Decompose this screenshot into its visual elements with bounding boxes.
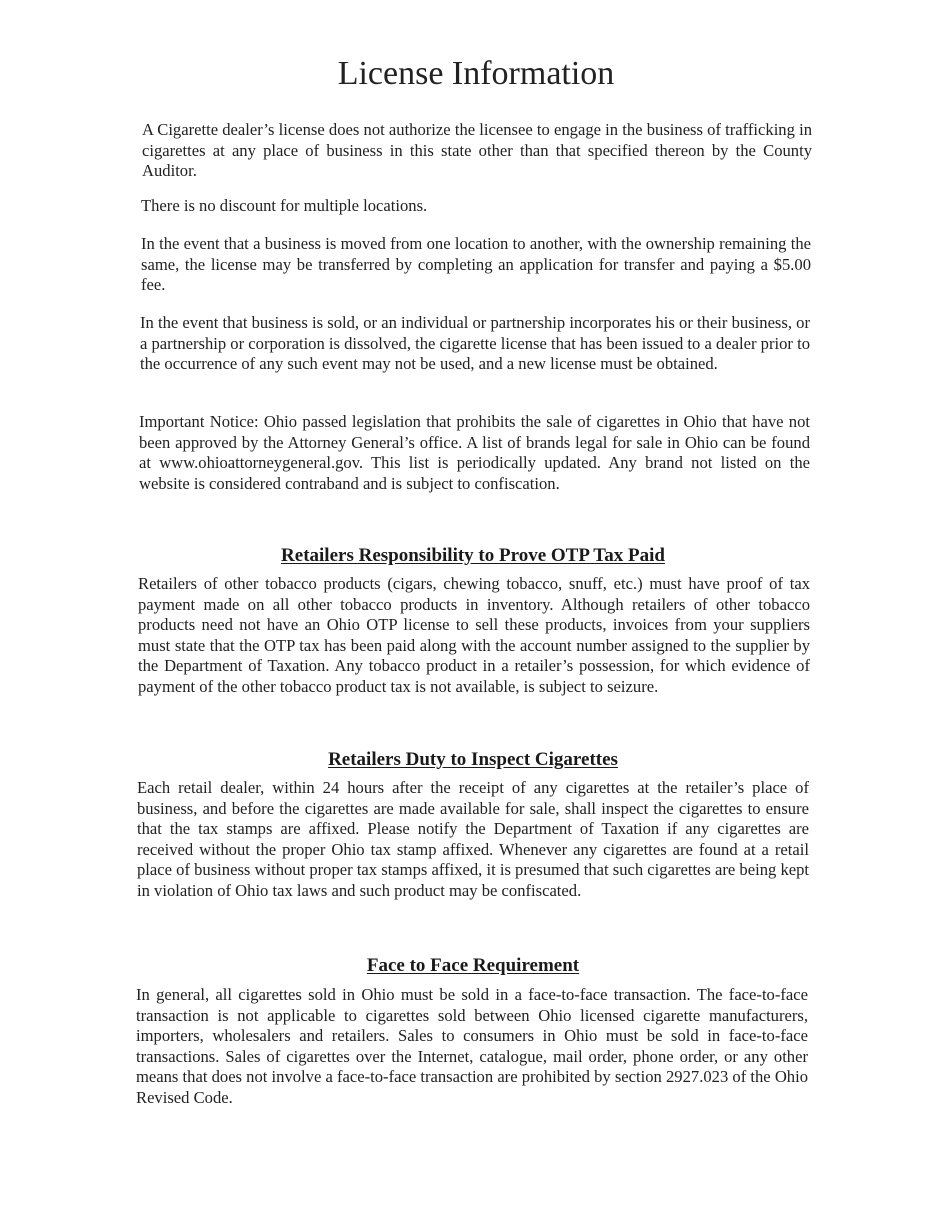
sold-business-paragraph: In the event that business is sold, or an individual or partnership incorporates his or their business, or a partnership or corporation is dissolved, the cigarette license that has been issued to a dealer prior to the occurrence of any such event may not be used, and a new license must be obtained. [140,313,810,374]
page-title: License Information [337,55,615,92]
otp-tax-paragraph: Retailers of other tobacco products (cigars, chewing tobacco, snuff, etc.) must have proof of tax payment made on all other tobacco products in inventory. Although retailers of other tobacco products need not have an Ohio OTP license to sell these products, invoices from your suppliers must state that the OTP tax has been paid along with the account number assigned to the supplier by the Department of Taxation. Any tobacco product in a retailer’s possession, for which evidence of payment of the other tobacco product tax is not available, is subject to seizure. [138,574,810,696]
inspect-cigarettes-paragraph: Each retail dealer, within 24 hours after the receipt of any cigarettes at the retailer’s place of business, and before the cigarettes are made available for sale, shall inspect the cigarettes to ensure that the tax stamps are affixed. Please notify the Department of Taxation if any cigarettes are received without the proper Ohio tax stamp affixed. Whenever any cigarettes are found at a retail place of business without proper tax stamps affixed, it is presumed that such cigarettes are being kept in violation of Ohio tax laws and such product may be confiscated. [137,778,810,900]
dealer-license-paragraph: A Cigarette dealer’s license does not authorize the licensee to engage in the business of trafficking in cigarettes at any place of business in this state other than that specified thereon by the County Auditor. [142,120,812,181]
face-to-face-heading: Face to Face Requirement [366,955,580,976]
inspect-cigarettes-heading: Retailers Duty to Inspect Cigarettes [328,749,618,770]
no-discount-paragraph: There is no discount for multiple locations. [141,196,428,215]
transfer-paragraph: In the event that a business is moved from one location to another, with the ownership remaining the same, the license may be transferred by completing an application for transfer and paying a $5.00 fee. [141,234,811,295]
face-to-face-paragraph: In general, all cigarettes sold in Ohio must be sold in a face-to-face transaction. The face-to-face transaction is not applicable to cigarettes sold between Ohio licensed cigarette manufacturers, importers, wholesalers and retailers. Sales to consumers in Ohio must be sold in face-to-face transactions. Sales of cigarettes over the Internet, catalogue, mail order, phone order, or any other means that does not involve a face-to-face transaction are prohibited by section 2927.023 of the Ohio Revised Code. [136,985,808,1107]
important-notice-paragraph: Important Notice: Ohio passed legislation that prohibits the sale of cigarettes in Ohio that have not been approved by the Attorney General’s office. A list of brands legal for sale in Ohio can be found at www.ohioattorneygeneral.gov. This list is periodically updated. Any brand not listed on the website is considered contraband and is subject to confiscation. [139,412,810,493]
otp-tax-heading: Retailers Responsibility to Prove OTP Tax Paid [281,545,665,566]
